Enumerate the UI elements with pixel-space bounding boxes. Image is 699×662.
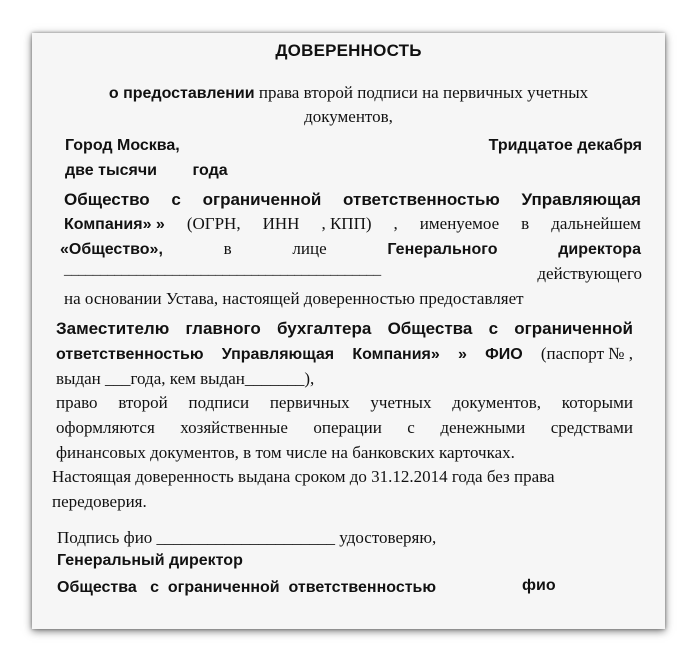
word: , КПП) (321, 214, 372, 233)
passport-label: (паспорт № , (540, 344, 633, 363)
word: в (521, 214, 530, 233)
acting-word: действующего (537, 264, 642, 283)
year: две тысячи года (65, 162, 228, 179)
word: с (171, 190, 181, 209)
word: Общество (64, 190, 150, 209)
para2-line8: передоверия. (52, 492, 147, 511)
word: именуемое (419, 214, 500, 233)
word: денежными (440, 418, 526, 437)
para2-line7: Настоящая доверенность выдана сроком до 31.12.2014 года без права (52, 467, 555, 486)
word: подписи (188, 393, 250, 412)
word: Компания» (352, 346, 440, 363)
word: Общества (387, 319, 473, 338)
para2-line5 (56, 418, 633, 438)
word: право (56, 393, 98, 412)
word: ограниченной (202, 190, 322, 209)
word: хозяйственные (180, 418, 288, 437)
word: Заместителю (56, 319, 170, 338)
para2-line1 (56, 319, 633, 339)
company-name: Компания» » (64, 216, 165, 233)
word: ИНН (262, 214, 300, 233)
document-subtitle (32, 83, 665, 104)
word: ответственностью (343, 190, 500, 209)
word: которыми (561, 393, 633, 412)
signature-line: Подпись фио _____________________ удостоверяю, (57, 528, 437, 547)
para2-line3: выдан ___года, кем выдан_______), (56, 369, 315, 388)
word: лице (292, 239, 327, 258)
word: второй (118, 393, 168, 412)
document-title: ДОВЕРЕННОСТЬ (275, 41, 422, 60)
subtitle-line2: документов, (304, 107, 393, 126)
word: с (488, 319, 499, 338)
para2-line2 (56, 344, 633, 365)
word: » (457, 346, 467, 363)
city: Город Москва, (65, 137, 180, 154)
word: учетных (370, 393, 432, 412)
para2-line6: финансовых документов, в том числе на банковских карточках. (56, 443, 515, 462)
word: (ОГРН, (186, 214, 241, 233)
word: ФИО (485, 346, 523, 363)
director-name-line: ____________________________________________ (64, 262, 381, 278)
para1-line3 (60, 239, 641, 260)
word: бухгалтера (276, 319, 372, 338)
word: оформляются (56, 418, 155, 437)
signatory-title: Генеральный директор (57, 552, 243, 569)
word: средствами (550, 418, 633, 437)
word: с (407, 418, 415, 437)
word: Управляющая (221, 346, 335, 363)
signatory-fio: фио (522, 577, 556, 594)
date: Тридцатое декабря (488, 137, 642, 154)
word: операции (313, 418, 382, 437)
word: главного (185, 319, 261, 338)
word: документов, (452, 393, 542, 412)
word: Генерального (387, 241, 498, 258)
word: ограниченной (514, 319, 633, 338)
subtitle-bold: о предоставлении (108, 85, 255, 102)
para1-line2 (64, 214, 641, 235)
document-page (32, 33, 665, 629)
subtitle-rest: права второй подписи на первичных учетных (254, 83, 589, 102)
word: директора (558, 241, 641, 258)
para1-line5: на основании Устава, настоящей доверенностью предоставляет (64, 289, 524, 308)
word: ответственностью (56, 346, 204, 363)
para2-line4 (56, 393, 633, 413)
word: первичных (269, 393, 350, 412)
word: «Общество», (60, 241, 163, 258)
word: , (393, 214, 398, 233)
word: в (223, 239, 232, 258)
signatory-company: Общества с ограниченной ответственностью (57, 579, 437, 596)
para1-line1 (64, 190, 641, 210)
word: дальнейшем (551, 214, 641, 233)
word: Управляющая (521, 190, 641, 209)
